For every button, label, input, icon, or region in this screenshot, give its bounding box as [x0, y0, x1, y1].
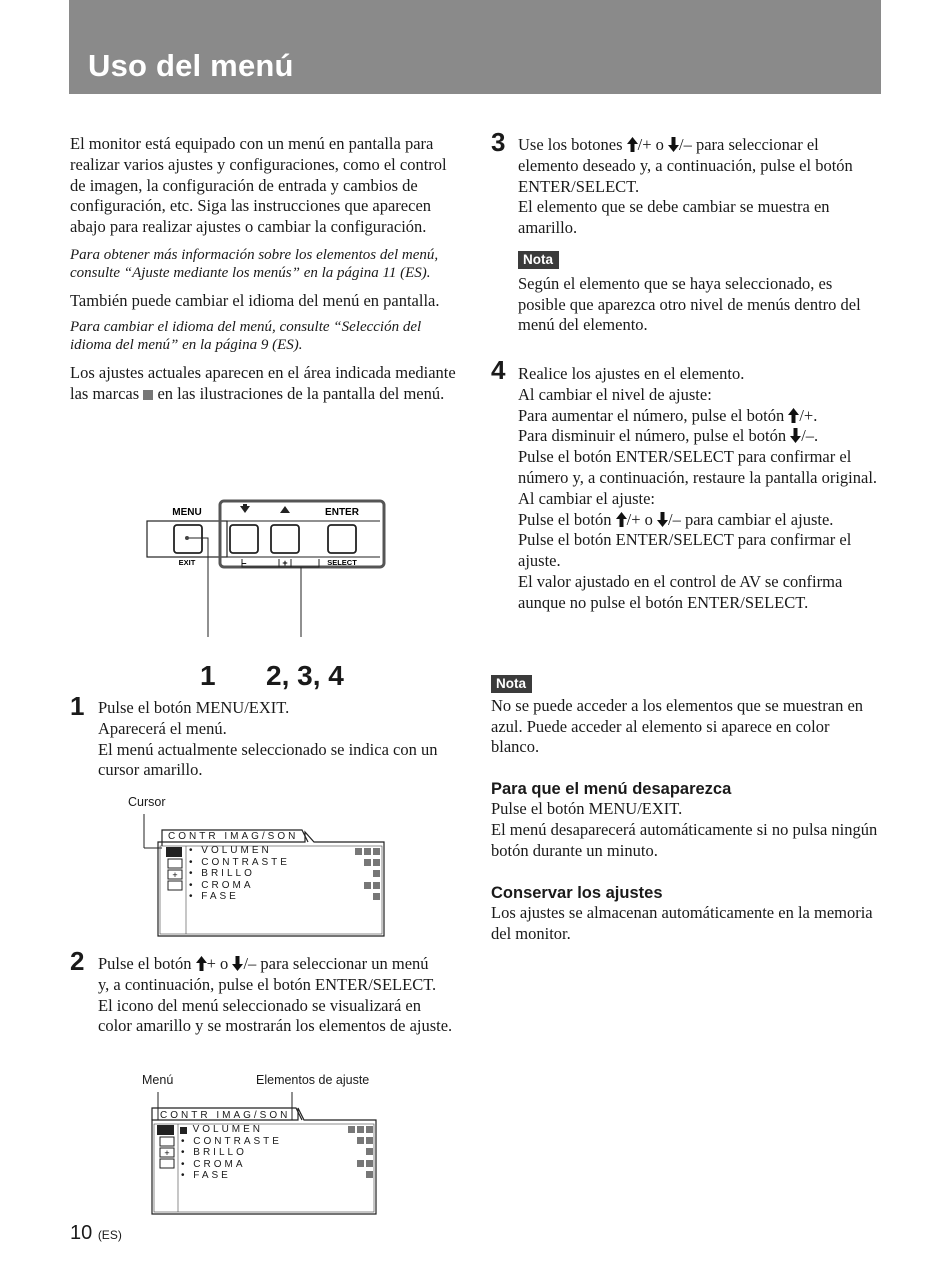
arrow-down-icon — [668, 137, 679, 152]
nota-badge: Nota — [518, 251, 559, 269]
hide-menu-section: Para que el menú desaparezca Pulse el botón MENU/EXIT. El menú desaparecerá automáticamente si no pulsa ningún botón durante un minuto. — [491, 779, 881, 861]
cursor-label: Cursor — [128, 795, 166, 809]
nota-section — [491, 673, 881, 758]
hide-menu-heading: Para que el menú desaparezca — [491, 780, 732, 798]
nota-badge: Nota — [491, 675, 532, 693]
toolbox-menu-icon — [160, 1159, 174, 1168]
step-1-number: 1 — [70, 691, 85, 721]
plus-label: + — [282, 558, 288, 568]
arrow-down-icon — [790, 428, 801, 443]
select-label: SELECT — [327, 558, 357, 567]
toolbox-menu-icon — [168, 881, 182, 890]
arrow-up-icon — [616, 512, 627, 527]
intro-note-1: Para obtener más información sobre los elementos del menú, consulte “Ajuste mediante los menús” en la página 11 (ES). — [70, 246, 439, 282]
osd2-item-list: VOLUMEN • CONTRASTE • BRILLO • CROMA • FASE — [181, 1124, 282, 1181]
step-3-note: Según el elemento que se haya seleccionado, es posible que aparezca otro nivel de menús dentro del menú del elemento. — [518, 273, 861, 335]
adjust-menu-icon — [160, 1137, 174, 1146]
picture-menu-icon — [157, 1125, 174, 1135]
intro-paragraph-1: El monitor está equipado con un menú en pantalla para realizar varios ajustes y configuraciones, como el control de imagen, la configuración de entrada y cambios de configuración, etc. Siga las instrucciones que aparecen abajo para realizar ajustes o cambiar la configuración. — [70, 134, 447, 237]
enter-select-button[interactable] — [328, 525, 356, 553]
step-4-text: Realice los ajustes en el elemento. Al cambiar el nivel de ajuste: Para aumentar el número, pulse el botón /+. Para disminuir el número, pulse el botón /–. Pulse el botón ENTER/SELECT para confirmar el número y, a continuación, restaure la pantalla original. Al cambiar el ajuste: Pulse el botón /+ o /– para cambiar el ajuste. Pulse el botón ENTER/SELECT para confirmar el ajuste. El valor ajustado en el control de AV se confirma aunque no pulse el botón ENTER/SELECT. — [518, 364, 878, 612]
callout-1: 1 — [200, 660, 216, 691]
keep-settings-heading: Conservar los ajustes — [491, 884, 663, 902]
step-2-text: Pulse el botón + o /– para seleccionar un menú y, a continuación, pulse el botón ENTER/SELECT. El icono del menú seleccionado se visualizará en color amarillo y se mostrarán los elementos de ajuste. — [98, 954, 453, 1036]
header-bar — [69, 0, 881, 94]
nota-text: No se puede acceder a los elementos que se muestran en azul. Puede acceder al elemento si aparece en color blanco. — [491, 695, 864, 757]
page-number: 10 (ES) — [70, 1222, 122, 1244]
osd1-tab-title: CONTR IMAG/SON — [168, 831, 299, 842]
minus-down-button[interactable] — [230, 525, 258, 553]
plus-up-button[interactable] — [271, 525, 299, 553]
step-1-text: Pulse el botón MENU/EXIT. Aparecerá el menú. El menú actualmente seleccionado se indica con un cursor amarillo. — [98, 698, 438, 780]
menu-label: Menú — [142, 1073, 174, 1087]
intro-paragraph-4: Los ajustes actuales aparecen en el área indicada mediante las marcas en las ilustraciones de la pantalla del menú. — [70, 362, 456, 403]
enter-label: ENTER — [325, 507, 359, 518]
arrow-up-icon — [788, 408, 799, 423]
picture-menu-icon — [166, 847, 182, 857]
svg-text:+: + — [164, 1148, 170, 1158]
svg-text:+: + — [172, 870, 178, 880]
exit-label: EXIT — [178, 558, 196, 567]
arrow-up-icon — [280, 506, 290, 513]
intro-paragraph-3: También puede cambiar el idioma del menú en pantalla. — [70, 290, 440, 310]
step-3-text: Use los botones /+ o /– para seleccionar el elemento deseado y, a continuación, pulse el botón ENTER/SELECT. El elemento que se debe cambiar se muestra en amarillo. Nota Según el elemento que se haya seleccionado, es posible que aparezca otro nivel de menús dentro del menú del elemento. — [518, 135, 880, 336]
items-label: Elementos de ajuste — [256, 1073, 370, 1087]
callout-2-3-4: 2, 3, 4 — [266, 660, 344, 691]
osd1-item-list: • VOLUMEN • CONTRASTE • BRILLO • CROMA • FASE — [189, 845, 290, 902]
keep-settings-section: Conservar los ajustes Los ajustes se almacenan automáticamente en la memoria del monitor. — [491, 883, 881, 945]
intro-section — [70, 134, 462, 404]
arrow-down-icon — [232, 956, 243, 971]
intro-note-2: Para cambiar el idioma del menú, consulte “Selección del idioma del menú” en la página 9 (ES). — [70, 318, 422, 354]
step-4-number: 4 — [491, 355, 506, 385]
adjust-menu-icon — [168, 859, 182, 868]
arrow-up-icon — [196, 956, 207, 971]
control-panel-diagram — [140, 495, 400, 645]
step-2-number: 2 — [70, 946, 85, 976]
marker-square-icon — [143, 390, 153, 400]
minus-label: – — [241, 558, 247, 568]
page-title: Uso del menú — [88, 48, 294, 83]
arrow-up-icon — [627, 137, 638, 152]
menu-label: MENU — [172, 507, 202, 518]
arrow-down-icon — [657, 512, 668, 527]
osd2-tab-title: CONTR IMAG/SON — [160, 1110, 291, 1121]
step-3-number: 3 — [491, 127, 506, 157]
